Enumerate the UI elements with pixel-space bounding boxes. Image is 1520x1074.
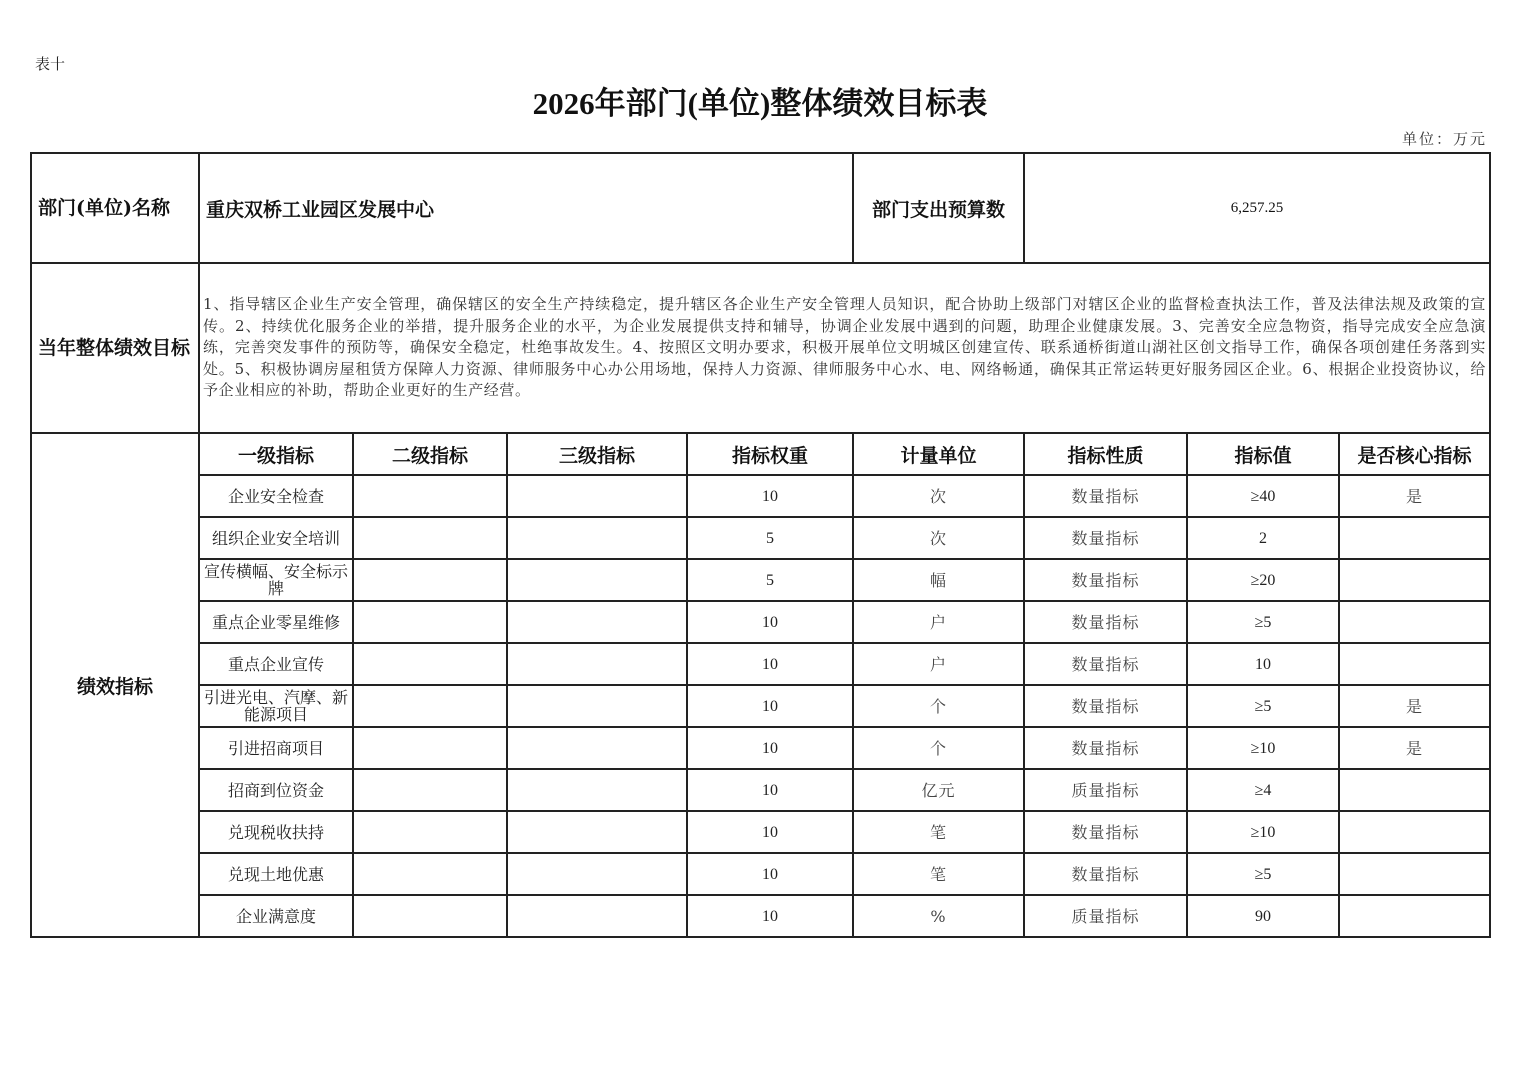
indicator-unit: 笔 [853,853,1024,895]
indicator-level3 [507,853,687,895]
indicator-unit: 幅 [853,559,1024,601]
indicator-level1: 引进光电、汽摩、新能源项目 [199,685,353,727]
table-row [31,475,1490,517]
indicator-level2 [353,685,507,727]
indicator-value: 2 [1187,517,1339,559]
indicator-level3 [507,727,687,769]
header-level2: 二级指标 [353,433,507,475]
table-row [31,727,1490,769]
table-row [31,601,1490,643]
header-level3: 三级指标 [507,433,687,475]
indicator-unit: 个 [853,685,1024,727]
indicator-level2 [353,559,507,601]
header-value: 指标值 [1187,433,1339,475]
indicator-unit: 次 [853,475,1024,517]
indicator-weight: 10 [687,643,853,685]
indicator-value: ≥10 [1187,811,1339,853]
indicator-level1: 企业安全检查 [199,475,353,517]
indicator-weight: 10 [687,475,853,517]
indicator-level2 [353,601,507,643]
indicator-core [1339,811,1490,853]
budget-value: 6,257.25 [1024,153,1490,263]
page-title: 2026年部门(单位)整体绩效目标表 [532,86,988,121]
table-number: 表十 [35,55,66,73]
indicator-weight: 10 [687,685,853,727]
indicator-weight: 5 [687,559,853,601]
indicator-core [1339,601,1490,643]
table-row [31,895,1490,937]
indicator-nature: 数量指标 [1024,727,1187,769]
header-level1: 一级指标 [199,433,353,475]
indicator-nature: 数量指标 [1024,811,1187,853]
indicator-weight: 10 [687,811,853,853]
indicator-nature: 质量指标 [1024,769,1187,811]
indicator-level3 [507,517,687,559]
indicator-level1: 引进招商项目 [199,727,353,769]
table-row [31,685,1490,727]
indicator-nature: 数量指标 [1024,685,1187,727]
dept-name-label: 部门(单位)名称 [31,153,199,263]
indicator-value: ≥10 [1187,727,1339,769]
header-unit: 计量单位 [853,433,1024,475]
table-row [31,811,1490,853]
indicator-value: 90 [1187,895,1339,937]
indicator-weight: 10 [687,895,853,937]
indicator-core: 是 [1339,685,1490,727]
indicator-unit: 亿元 [853,769,1024,811]
indicator-unit: 笔 [853,811,1024,853]
indicator-level3 [507,685,687,727]
indicator-nature: 质量指标 [1024,895,1187,937]
indicator-nature: 数量指标 [1024,517,1187,559]
indicator-level3 [507,559,687,601]
indicator-core [1339,769,1490,811]
indicator-unit: 户 [853,601,1024,643]
indicator-level1: 重点企业零星维修 [199,601,353,643]
header-weight: 指标权重 [687,433,853,475]
indicator-value: 10 [1187,643,1339,685]
indicator-value: ≥40 [1187,475,1339,517]
indicator-level3 [507,811,687,853]
table-row [31,853,1490,895]
header-nature: 指标性质 [1024,433,1187,475]
indicator-nature: 数量指标 [1024,559,1187,601]
table-row [31,559,1490,601]
indicator-nature: 数量指标 [1024,601,1187,643]
indicator-core [1339,895,1490,937]
perf-indicators-label: 绩效指标 [31,433,199,937]
table-row [31,643,1490,685]
indicator-level1: 企业满意度 [199,895,353,937]
indicator-value: ≥5 [1187,601,1339,643]
indicator-level1: 组织企业安全培训 [199,517,353,559]
indicator-weight: 10 [687,727,853,769]
indicator-level3 [507,475,687,517]
indicator-value: ≥20 [1187,559,1339,601]
indicator-weight: 10 [687,853,853,895]
indicator-core: 是 [1339,475,1490,517]
indicator-level3 [507,643,687,685]
indicator-unit: 个 [853,727,1024,769]
indicator-level3 [507,895,687,937]
indicator-level1: 宣传横幅、安全标示牌 [199,559,353,601]
table-row [31,769,1490,811]
indicator-unit: 次 [853,517,1024,559]
indicator-core [1339,559,1490,601]
indicator-level2 [353,811,507,853]
indicator-value: ≥5 [1187,853,1339,895]
indicator-core [1339,517,1490,559]
goal-row [31,263,1490,433]
indicator-unit: % [853,895,1024,937]
goal-label: 当年整体绩效目标 [31,263,199,433]
indicator-level3 [507,769,687,811]
indicator-level2 [353,643,507,685]
indicator-weight: 10 [687,601,853,643]
indicator-weight: 5 [687,517,853,559]
indicator-core: 是 [1339,727,1490,769]
indicator-level2 [353,517,507,559]
dept-row [31,153,1490,263]
indicator-core [1339,853,1490,895]
dept-name-value: 重庆双桥工业园区发展中心 [199,153,853,263]
indicator-core [1339,643,1490,685]
indicator-value: ≥5 [1187,685,1339,727]
indicator-level2 [353,853,507,895]
indicator-level2 [353,475,507,517]
indicator-nature: 数量指标 [1024,853,1187,895]
indicator-unit: 户 [853,643,1024,685]
indicator-level3 [507,601,687,643]
table-row [31,517,1490,559]
indicator-level2 [353,895,507,937]
indicator-level1: 兑现土地优惠 [199,853,353,895]
indicator-value: ≥4 [1187,769,1339,811]
indicator-nature: 数量指标 [1024,643,1187,685]
indicator-level2 [353,727,507,769]
goal-text: 1、指导辖区企业生产安全管理，确保辖区的安全生产持续稳定，提升辖区各企业生产安全管理人员知识，配合协助上级部门对辖区企业的监督检查执法工作，普及法律法规及政策的宣传。2、持续优化服务企业的举措，提升服务企业的水平，为企业发展提供支持和辅导，协调企业发展中遇到的问题，助理企业健康发展。3、完善安全应急物资，指导完成安全应急演练，完善突发事件的预防等，确保安全稳定，杜绝事故发生。4、按照区文明办要求，积极开展单位文明城区创建宣传、联系通桥街道山湖社区创文指导工作，确保各项创建任务落到实处。5、积极协调房屋租赁方保障人力资源、律师服务中心办公用场地，保持人力资源、律师服务中心水、电、网络畅通，确保其正常运转更好服务园区企业。6、根据企业投资协议，给予企业相应的补助，帮助企业更好的生产经营。 [199,263,1490,433]
indicator-header-row [31,433,1490,475]
indicator-level1: 兑现税收扶持 [199,811,353,853]
budget-label: 部门支出预算数 [853,153,1024,263]
indicator-level1: 招商到位资金 [199,769,353,811]
header-core: 是否核心指标 [1339,433,1490,475]
indicator-level2 [353,769,507,811]
indicator-nature: 数量指标 [1024,475,1187,517]
performance-target-table [30,152,1491,938]
indicator-level1: 重点企业宣传 [199,643,353,685]
unit-note: 单位：万元 [1401,130,1487,148]
indicator-weight: 10 [687,769,853,811]
